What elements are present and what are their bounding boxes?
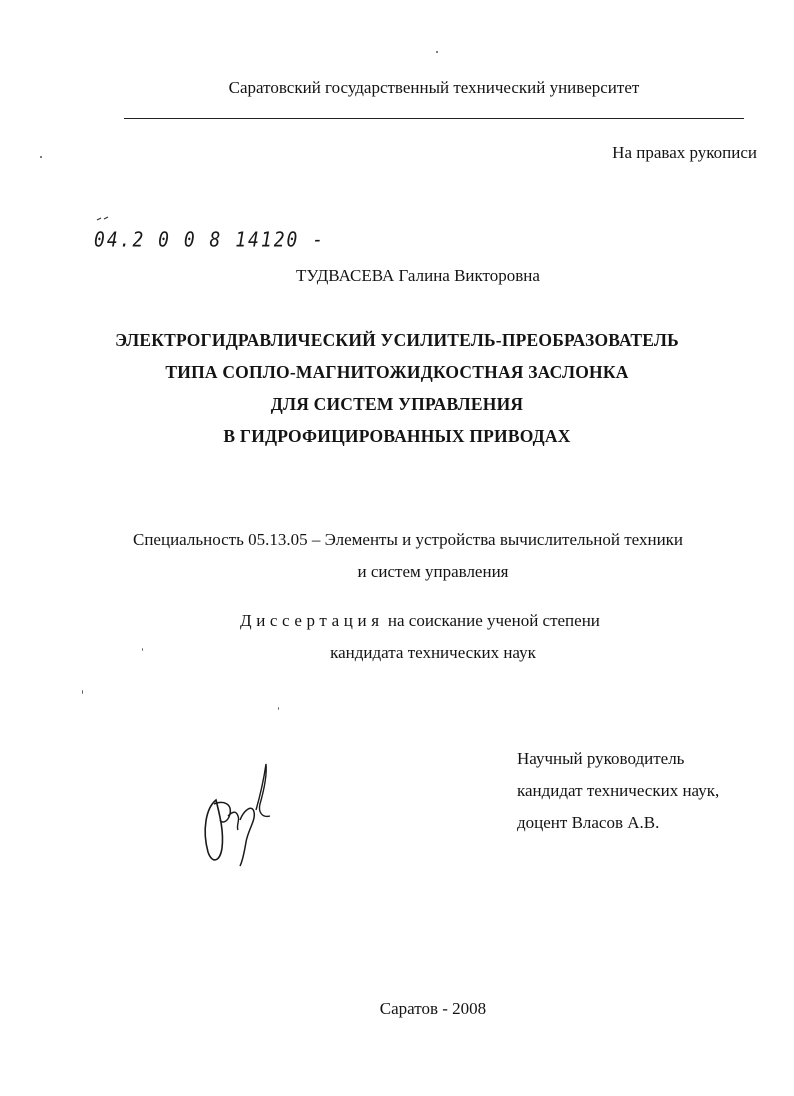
rights-note: На правах рукописи	[612, 143, 757, 162]
scan-speck	[436, 51, 438, 53]
registration-stamp: 04.2 0 0 8 14120 -	[94, 228, 326, 253]
city-year: Саратов - 2008	[379, 999, 487, 1018]
header-divider	[124, 118, 744, 119]
scan-speck	[278, 707, 279, 710]
scan-speck	[142, 648, 143, 651]
supervisor-line-2: кандидат технических наук,	[517, 781, 720, 800]
title-line-2: ТИПА СОПЛО-МАГНИТОЖИДКОСТНАЯ ЗАСЛОНКА	[165, 362, 629, 382]
signature-icon	[196, 760, 278, 868]
university-name: Саратовский государственный технический университет	[228, 78, 640, 97]
title-line-4: В ГИДРОФИЦИРОВАННЫХ ПРИВОДАХ	[223, 426, 571, 446]
dissertation-line-1	[240, 611, 600, 631]
dissertation-rest: на соискание ученой степени	[383, 611, 600, 630]
specialty-line-1: Специальность 05.13.05 – Элементы и устройства вычислительной техники	[133, 530, 684, 549]
scan-speck	[82, 690, 83, 694]
title-line-3: ДЛЯ СИСТЕМ УПРАВЛЕНИЯ	[270, 394, 524, 414]
dissertation-word: Диссертация	[240, 611, 384, 630]
specialty-line-2: и систем управления	[357, 562, 509, 581]
supervisor-line-3: доцент Власов А.В.	[517, 813, 660, 832]
supervisor-line-1: Научный руководитель	[517, 749, 685, 768]
dissertation-line-2: кандидата технических наук	[330, 643, 536, 662]
stamp-tick-icon	[96, 216, 110, 222]
title-line-1: ЭЛЕКТРОГИДРАВЛИЧЕСКИЙ УСИЛИТЕЛЬ-ПРЕОБРАЗОВАТЕЛЬ	[115, 330, 679, 350]
author-name: ТУДВАСЕВА Галина Викторовна	[296, 266, 540, 285]
scan-speck	[40, 156, 42, 158]
